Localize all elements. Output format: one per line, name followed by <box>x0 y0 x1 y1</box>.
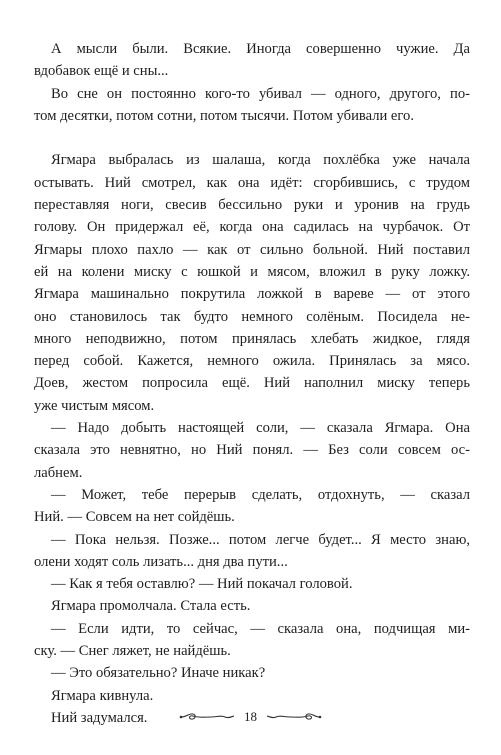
text-line: много неподвижно, потом принялась хлебать жидкое, глядя <box>34 330 470 347</box>
text-line: — Это обязательно? Иначе никак? <box>51 665 266 682</box>
text-line: — Может, тебе перерыв сделать, отдохнуть, — сказал <box>51 486 470 503</box>
text-line: сказала это невнятно, но Ний понял. — Без соли совсем ос- <box>34 442 470 459</box>
text-line: Ний задумался. <box>51 709 148 726</box>
text-line: — Надо добыть настоящей соли, — сказала Ягмара. Она <box>51 420 470 437</box>
text-line: Ягмара выбралась из шалаша, когда похлёбка уже начала <box>51 152 470 169</box>
page-body-text <box>34 38 470 729</box>
text-line: — Если идти, то сейчас, — сказала она, подчищая ми- <box>51 620 470 637</box>
text-line: Во сне он постоянно кого-то убивал — одного, другого, по- <box>51 85 470 102</box>
paragraph-gap <box>34 127 470 149</box>
page-number: 18 <box>244 709 257 724</box>
text-line: перед собой. Кажется, немного ожила. Принялась за мясо. <box>34 353 470 370</box>
page-footer <box>0 709 501 725</box>
text-line: переставляя ноги, свесив бессильно руки и уронив на грудь <box>34 197 470 214</box>
text-line: том десятки, потом сотни, потом тысячи. Потом убивали его. <box>34 107 414 124</box>
text-line: остывать. Ний смотрел, как она идёт: сгорбившись, с трудом <box>34 174 470 191</box>
left-ornament-icon <box>179 711 235 723</box>
text-line: — Пока нельзя. Позже... потом легче будет... Я место знаю, <box>51 531 470 548</box>
text-line: олени ходят соль лизать... дня два пути... <box>34 553 288 570</box>
text-line: Ягмары плохо пахло — как от сильно больной. Ний поставил <box>34 241 470 258</box>
right-ornament-icon <box>266 711 322 723</box>
text-line: лабнем. <box>34 464 83 481</box>
text-line: Ягмара машинально покрутила ложкой в вареве — от этого <box>34 286 470 303</box>
text-line: Ягмара кивнула. <box>51 687 154 704</box>
text-line: Доев, жестом попросила ещё. Ний наполнил миску теперь <box>34 375 470 392</box>
text-line: голову. Он придержал её, когда она садилась на чурбачок. От <box>34 219 470 236</box>
text-line: — Как я тебя оставлю? — Ний покачал головой. <box>51 576 353 593</box>
text-line: оно становилось так будто немного солёным. Посидела не- <box>34 308 470 325</box>
text-line: Ягмара промолчала. Стала есть. <box>51 598 251 615</box>
text-line: вдобавок ещё и сны... <box>34 63 169 80</box>
text-line: Ний. — Совсем на нет сойдёшь. <box>34 509 235 526</box>
text-line: ску. — Снег ляжет, не найдёшь. <box>34 643 231 660</box>
text-line: А мысли были. Всякие. Иногда совершенно чужие. Да <box>51 41 470 57</box>
text-line: уже чистым мясом. <box>34 397 155 414</box>
text-line: ей на колени миску с юшкой и мясом, вложил в руку ложку. <box>34 263 470 280</box>
